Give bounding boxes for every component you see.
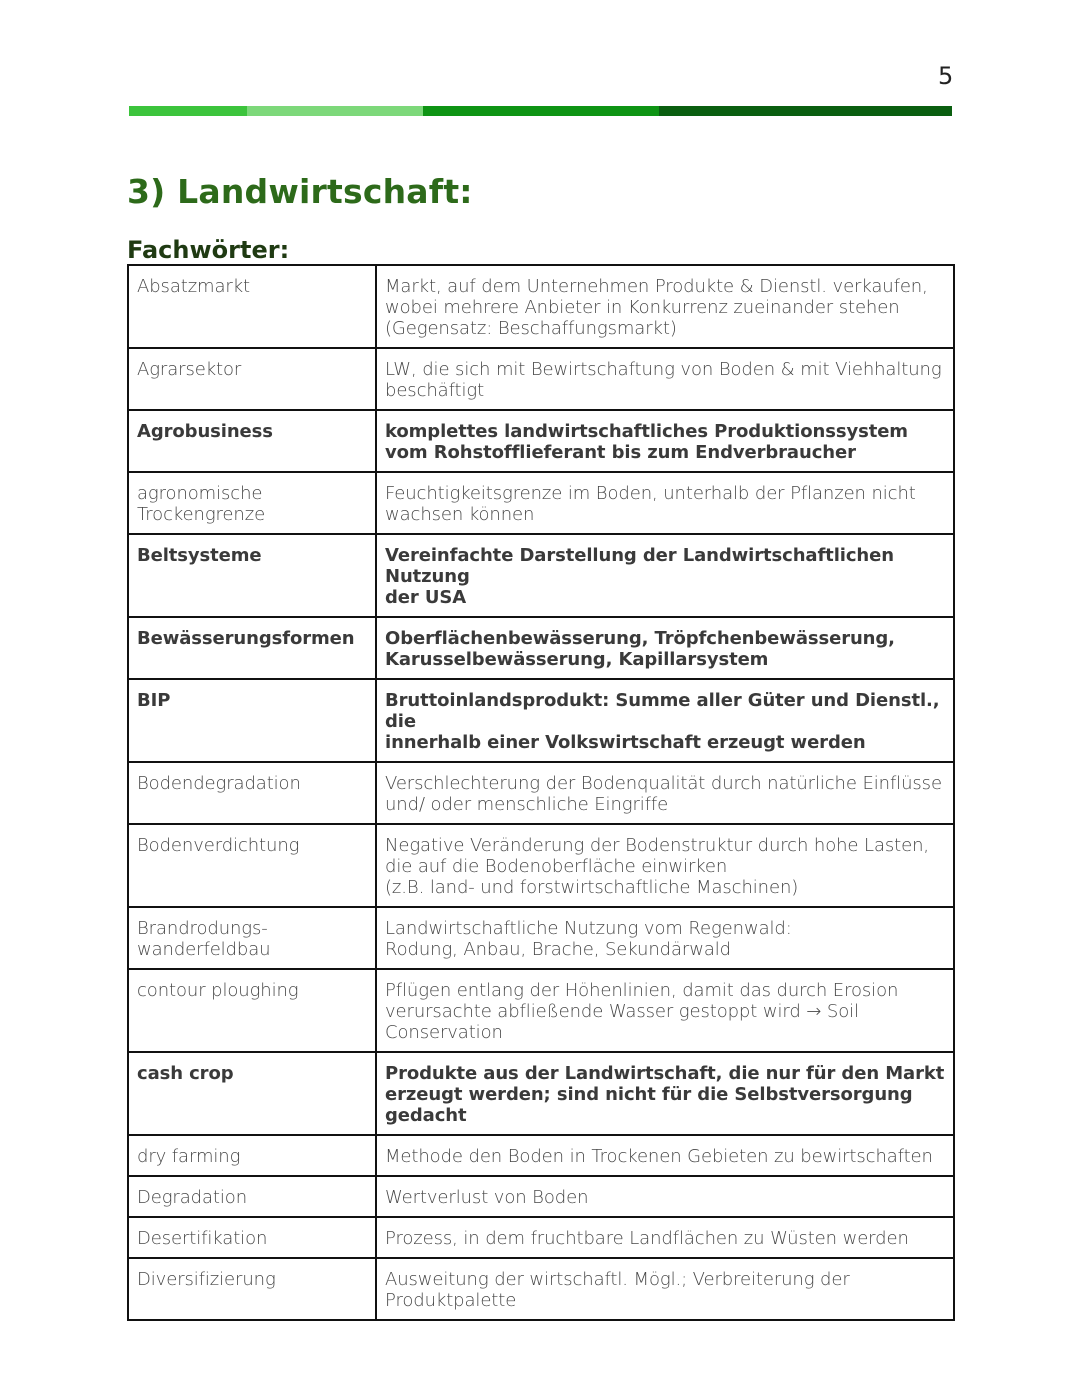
glossary-term: Beltsysteme bbox=[128, 534, 376, 617]
glossary-term: contour ploughing bbox=[128, 969, 376, 1052]
glossary-definition: Methode den Boden in Trockenen Gebieten zu bewirtschaften bbox=[376, 1135, 954, 1176]
glossary-term: Bodendegradation bbox=[128, 762, 376, 824]
glossary-definition: Wertverlust von Boden bbox=[376, 1176, 954, 1217]
section-title: 3) Landwirtschaft: bbox=[127, 172, 473, 211]
glossary-term: agronomische Trockengrenze bbox=[128, 472, 376, 534]
glossary-definition: Pflügen entlang der Höhenlinien, damit das durch Erosion verursachte abfließende Wasser gestoppt wird → Soil Conservation bbox=[376, 969, 954, 1052]
glossary-definition: Feuchtigkeitsgrenze im Boden, unterhalb der Pflanzen nicht wachsen können bbox=[376, 472, 954, 534]
glossary-term: dry farming bbox=[128, 1135, 376, 1176]
table-row bbox=[128, 762, 954, 824]
table-row bbox=[128, 1135, 954, 1176]
table-row bbox=[128, 617, 954, 679]
glossary-definition: komplettes landwirtschaftliches Produktionssystem vom Rohstofflieferant bis zum Endverbraucher bbox=[376, 410, 954, 472]
glossary-term: Agrobusiness bbox=[128, 410, 376, 472]
glossary-definition: Vereinfachte Darstellung der Landwirtschaftlichen Nutzung der USA bbox=[376, 534, 954, 617]
glossary-term: Diversifizierung bbox=[128, 1258, 376, 1320]
subsection-title: Fachwörter: bbox=[127, 236, 290, 264]
glossary-definition: LW, die sich mit Bewirtschaftung von Boden & mit Viehhaltung beschäftigt bbox=[376, 348, 954, 410]
table-row bbox=[128, 410, 954, 472]
glossary-definition: Produkte aus der Landwirtschaft, die nur für den Markt erzeugt werden; sind nicht für die Selbstversorgung gedacht bbox=[376, 1052, 954, 1135]
glossary-definition: Landwirtschaftliche Nutzung vom Regenwald: Rodung, Anbau, Brache, Sekundärwald bbox=[376, 907, 954, 969]
table-row bbox=[128, 1217, 954, 1258]
header-color-bar bbox=[129, 106, 952, 116]
glossary-definition: Prozess, in dem fruchtbare Landflächen zu Wüsten werden bbox=[376, 1217, 954, 1258]
glossary-definition: Bruttoinlandsprodukt: Summe aller Güter und Dienstl., die innerhalb einer Volkswirtschaft erzeugt werden bbox=[376, 679, 954, 762]
glossary-term: Agrarsektor bbox=[128, 348, 376, 410]
color-bar-segment-4 bbox=[659, 106, 952, 116]
table-row bbox=[128, 472, 954, 534]
glossary-table-body bbox=[128, 265, 954, 1320]
glossary-definition: Verschlechterung der Bodenqualität durch natürliche Einflüsse und/ oder menschliche Eingriffe bbox=[376, 762, 954, 824]
glossary-definition: Negative Veränderung der Bodenstruktur durch hohe Lasten, die auf die Bodenoberfläche einwirken (z.B. land- und forstwirtschaftliche Maschinen) bbox=[376, 824, 954, 907]
glossary-term: cash crop bbox=[128, 1052, 376, 1135]
table-row bbox=[128, 907, 954, 969]
table-row bbox=[128, 1052, 954, 1135]
table-row bbox=[128, 348, 954, 410]
glossary-term: Brandrodungs- wanderfeldbau bbox=[128, 907, 376, 969]
glossary-term: Desertifikation bbox=[128, 1217, 376, 1258]
glossary-definition: Ausweitung der wirtschaftl. Mögl.; Verbreiterung der Produktpalette bbox=[376, 1258, 954, 1320]
color-bar-segment-3 bbox=[423, 106, 659, 116]
color-bar-segment-1 bbox=[129, 106, 247, 116]
table-row bbox=[128, 265, 954, 348]
table-row bbox=[128, 679, 954, 762]
table-row bbox=[128, 969, 954, 1052]
table-row bbox=[128, 1258, 954, 1320]
color-bar-segment-2 bbox=[247, 106, 423, 116]
page-number: 5 bbox=[938, 62, 954, 90]
table-row bbox=[128, 824, 954, 907]
glossary-definition: Oberflächenbewässerung, Tröpfchenbewässerung, Karusselbewässerung, Kapillarsystem bbox=[376, 617, 954, 679]
glossary-term: BIP bbox=[128, 679, 376, 762]
glossary-term: Absatzmarkt bbox=[128, 265, 376, 348]
glossary-table bbox=[127, 264, 955, 1321]
table-row bbox=[128, 1176, 954, 1217]
glossary-term: Bodenverdichtung bbox=[128, 824, 376, 907]
glossary-definition: Markt, auf dem Unternehmen Produkte & Dienstl. verkaufen, wobei mehrere Anbieter in Konkurrenz zueinander stehen (Gegensatz: Beschaffungsmarkt) bbox=[376, 265, 954, 348]
table-row bbox=[128, 534, 954, 617]
glossary-term: Bewässerungsformen bbox=[128, 617, 376, 679]
glossary-term: Degradation bbox=[128, 1176, 376, 1217]
